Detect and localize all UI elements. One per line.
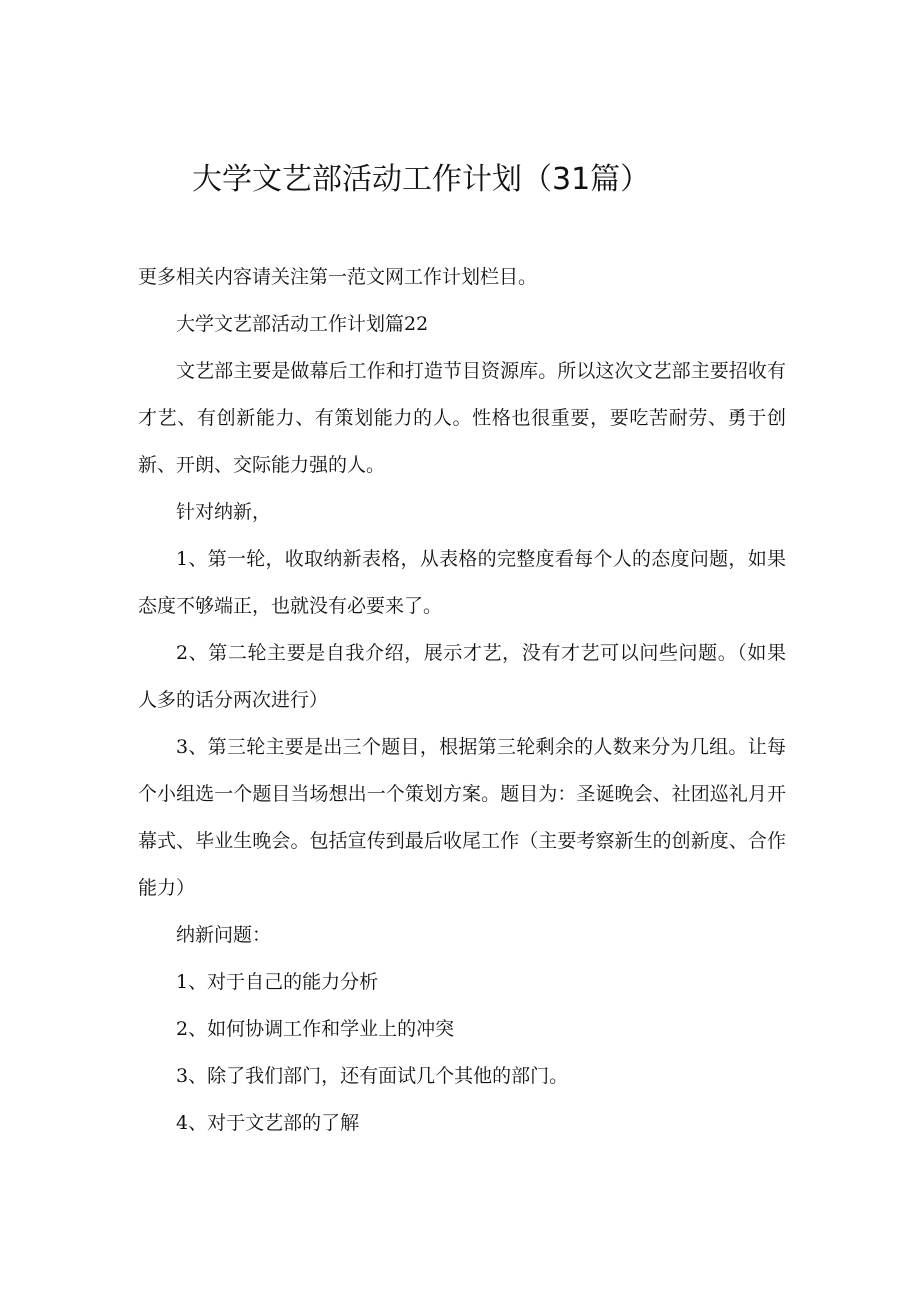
list-item: 1、对于自己的能力分析 bbox=[176, 971, 379, 993]
list-item: 2、如何协调工作和学业上的冲突 bbox=[176, 1018, 455, 1040]
document-title: 大学文艺部活动工作计划（31篇） bbox=[192, 162, 651, 197]
list-item: 1、第一轮，收取纳新表格，从表格的完整度看每个人的态度问题，如果态度不够端正，也就没有必要来了。 bbox=[138, 548, 786, 617]
section-heading: 大学文艺部活动工作计划篇22 bbox=[176, 313, 429, 335]
intro-paragraph: 更多相关内容请关注第一范文网工作计划栏目。 bbox=[138, 266, 538, 288]
list-item: 3、第三轮主要是出三个题目，根据第三轮剩余的人数来分为几组。让每个小组选一个题目当场想出一个策划方案。题目为：圣诞晚会、社团巡礼月开幕式、毕业生晚会。包括宣传到最后收尾工作（主要考察新生的创新度、合作能力） bbox=[138, 736, 786, 899]
list-item: 2、第二轮主要是自我介绍，展示才艺，没有才艺可以问些问题。（如果人多的话分两次进行） bbox=[138, 642, 786, 711]
list-item: 4、对于文艺部的了解 bbox=[176, 1112, 360, 1134]
body-paragraph: 针对纳新， bbox=[176, 501, 272, 523]
body-paragraph: 文艺部主要是做幕后工作和打造节目资源库。所以这次文艺部主要招收有才艺、有创新能力、有策划能力的人。性格也很重要，要吃苦耐劳、勇于创新、开朗、交际能力强的人。 bbox=[138, 360, 786, 476]
document-body bbox=[138, 254, 786, 1147]
body-paragraph: 纳新问题： bbox=[176, 924, 272, 946]
list-item: 3、除了我们部门，还有面试几个其他的部门。 bbox=[176, 1065, 569, 1087]
